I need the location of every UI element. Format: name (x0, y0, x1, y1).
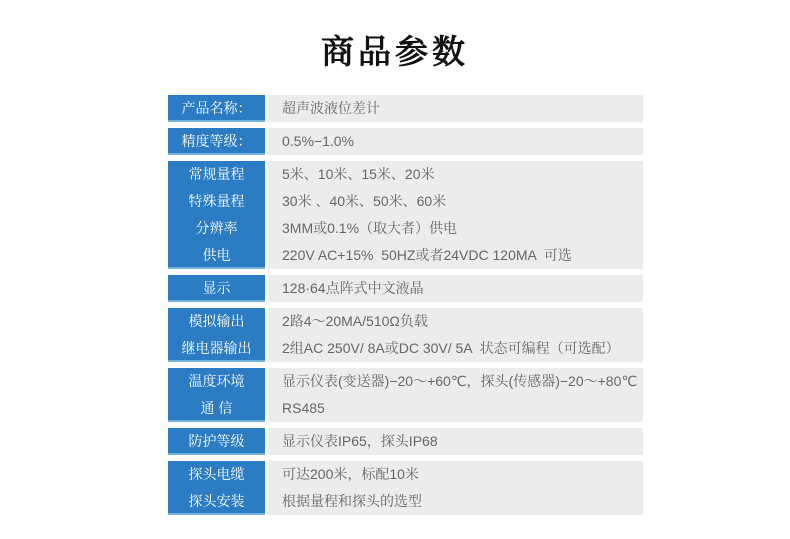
spec-label: 探头电缆 (188, 466, 245, 482)
spec-label: 供电 (202, 247, 231, 263)
spec-value: 30米 、40米、50米、60米 (282, 193, 447, 209)
spec-value: 3MM或0.1%（取大者）供电 (282, 220, 458, 236)
spec-group (168, 368, 643, 422)
spec-label: 常规量程 (188, 166, 245, 182)
spec-value: 5米、10米、15米、20米 (282, 166, 435, 182)
spec-label: 精度等级： (181, 133, 252, 149)
spec-group (168, 461, 643, 515)
spec-label: 防护等级 (188, 433, 245, 449)
spec-value: 显示仪表(变送器)−20～+60℃，探头(传感器)−20～+80℃ (282, 373, 638, 389)
spec-value: 超声波液位差计 (282, 100, 380, 116)
spec-label-column (168, 275, 265, 302)
spec-label: 分辨率 (195, 220, 238, 236)
spec-value: 2路4～20MA/510Ω负载 (282, 313, 428, 329)
spec-group (168, 128, 643, 155)
spec-value-column (268, 428, 643, 455)
spec-label-column (168, 461, 265, 515)
spec-label-column (168, 368, 265, 422)
spec-group (168, 95, 643, 122)
spec-label: 模拟输出 (188, 313, 245, 329)
spec-value: 根据量程和探头的选型 (282, 493, 422, 509)
spec-table (168, 95, 643, 521)
spec-value-column (268, 161, 643, 269)
spec-label-column (168, 128, 265, 155)
spec-value: 可达200米，标配10米 (282, 466, 419, 482)
spec-label: 探头安装 (188, 493, 245, 509)
spec-value: 220V AC+15% 50HZ或者24VDC 120MA 可选 (282, 247, 572, 263)
spec-value: 显示仪表IP65，探头IP68 (282, 433, 438, 449)
spec-label: 产品名称： (181, 100, 252, 116)
spec-value-column (268, 308, 643, 362)
spec-label-column (168, 308, 265, 362)
spec-value: 128·64点阵式中文液晶 (282, 280, 424, 296)
page-title: 商品参数 (321, 33, 469, 70)
spec-label-column (168, 161, 265, 269)
spec-group (168, 275, 643, 302)
spec-value-column (268, 95, 643, 122)
spec-label: 温度环境 (188, 373, 245, 389)
spec-group (168, 161, 643, 269)
spec-value: 2组AC 250V/ 8A或DC 30V/ 5A 状态可编程（可选配） (282, 340, 620, 356)
spec-value-column (268, 128, 643, 155)
spec-label: 通 信 (200, 400, 233, 416)
spec-label: 继电器输出 (181, 340, 252, 356)
spec-group (168, 308, 643, 362)
spec-value-column (268, 368, 643, 422)
spec-label-column (168, 95, 265, 122)
spec-group (168, 428, 643, 455)
spec-label: 显示 (202, 280, 231, 296)
spec-value-column (268, 461, 643, 515)
spec-value-column (268, 275, 643, 302)
spec-value: RS485 (282, 400, 325, 416)
spec-label: 特殊量程 (188, 193, 245, 209)
spec-value: 0.5%−1.0% (282, 133, 354, 149)
spec-label-column (168, 428, 265, 455)
